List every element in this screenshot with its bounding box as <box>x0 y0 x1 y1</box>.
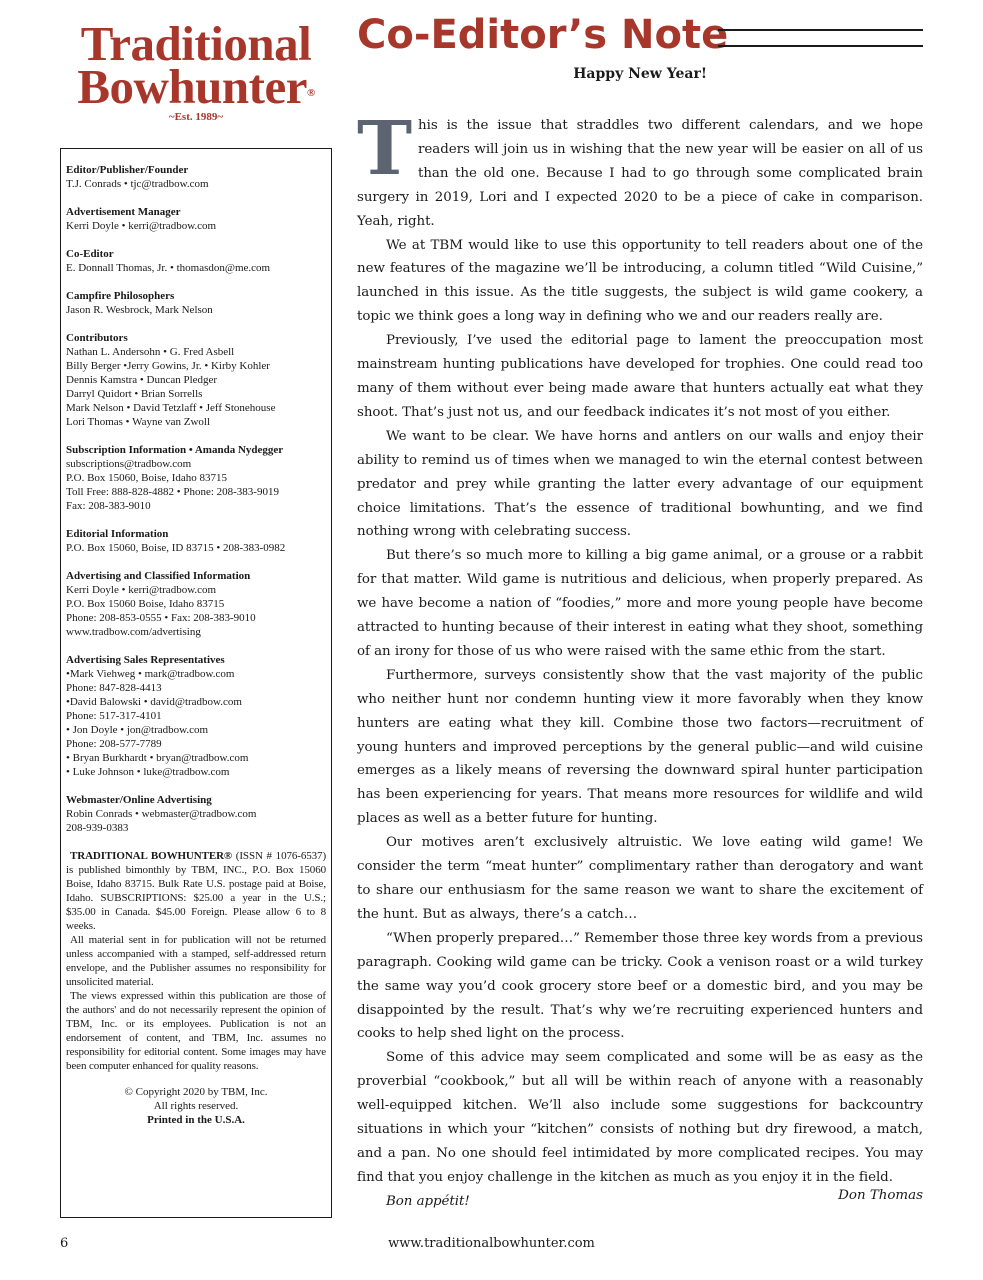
masthead-line: • Bryan Burkhardt • bryan@tradbow.com <box>66 752 249 764</box>
article-paragraph: “When properly prepared…” Remember those three key words from a previous paragraph. Cooking wild game can be tricky. Cook a venison roast or a wild turkey the same way you’d cook grocery store beef or a domestic bird, and you may be disappointed by the result. That’s why we’re recruiting experienced hunters and cooks to help shed light on the process. <box>357 930 923 1042</box>
footer-website: www.traditionalbowhunter.com <box>388 1236 595 1251</box>
masthead-section <box>66 443 326 513</box>
first-paragraph-text: his is the issue that straddles two different calendars, and we hope readers will join us in wishing that the new year will be easier on all of us than the old one. Because I had to go through some complicated brain surgery in 2019, Lori and I expected 2020 to be a piece of cake in comparison. Yeah, right. <box>357 118 923 229</box>
rights-line: All rights reserved. <box>153 1100 239 1112</box>
masthead-line: •David Balowski • david@tradbow.com <box>66 696 242 708</box>
masthead-section <box>66 653 326 779</box>
masthead-heading: Co-Editor <box>66 248 114 260</box>
masthead-heading: Editor/Publisher/Founder <box>66 164 189 176</box>
masthead-line: 208-939-0383 <box>66 822 129 834</box>
masthead-line: Robin Conrads • webmaster@tradbow.com <box>66 808 257 820</box>
legal-paragraph-2: All material sent in for publication will not be returned unless accompanied with a stamped, self-addressed return envelope, and the Publisher assumes no responsibility for unsolicited material. <box>66 934 326 988</box>
article-paragraph: Some of this advice may seem complicated and some will be as easy as the proverbial “cookbook,” but all will be within reach of anyone with a reasonably well-equipped kitchen. We’ll also include some suggestions for backcountry situations in which your “kitchen” consists of nothing but dry firewood, a match, and a pan. No one should feel intimidated by more complicated recipes. You may find that you enjoy challenge in the kitchen as much as you enjoy it in the field. <box>357 1050 923 1185</box>
printed-line: Printed in the U.S.A. <box>147 1114 245 1126</box>
masthead-section <box>66 331 326 429</box>
article-closing: Bon appétit! <box>386 1193 470 1209</box>
magazine-logo <box>60 16 332 124</box>
masthead-section <box>66 793 326 835</box>
masthead-section <box>66 163 326 191</box>
masthead-line: Billy Berger •Jerry Gowins, Jr. • Kirby Kohler <box>66 360 270 372</box>
article-paragraph: Previously, I’ve used the editorial page to lament the preoccupation most mainstream hunting publications have developed for trophies. One could read too many of them without ever being made aware that hunters actually eat what they shoot. That’s just not us, and our feedback indicates it’s not most of you either. <box>357 333 923 420</box>
legal-magazine-name: TRADITIONAL BOWHUNTER® <box>70 850 233 862</box>
article-paragraph: Our motives aren’t exclusively altruistic. We love eating wild game! We consider the term “meat hunter” complimentary rather than derogatory and want to share our enthusiasm for the same reason we want to share the excitement of the hunt. But as always, there’s a catch… <box>357 835 923 922</box>
masthead-line: Phone: 847-828-4413 <box>66 682 162 694</box>
masthead-heading: Editorial Information <box>66 528 169 540</box>
article-paragraph: But there’s so much more to killing a big game animal, or a grouse or a rabbit for that matter. Wild game is nutritious and delicious, when properly prepared. As we have become a nation of “foodies,” more and more young people have become attracted to hunting because of their interest in eating what they shoot, something of an irony for those of us who were raised with the same ethic from the start. <box>357 548 923 659</box>
masthead-line: Kerri Doyle • kerri@tradbow.com <box>66 584 217 596</box>
legal-issn-text: (ISSN # 1076-6537) is published bimonthly by TBM, INC., P.O. Box 15060 Boise, Idaho 83715. Bulk Rate U.S. postage paid at Boise, Idaho. SUBSCRIPTIONS: $25.00 a year in the U.S.; $35.00 in Canada. $45.00 Foreign. Please allow 6 to 8 weeks. <box>66 850 327 932</box>
copyright-line: © Copyright 2020 by TBM, Inc. <box>124 1086 268 1098</box>
title-rule-top <box>718 29 923 31</box>
masthead-line: Phone: 208-853-0555 • Fax: 208-383-9010 <box>66 612 256 624</box>
masthead-section <box>66 569 326 639</box>
masthead-section <box>66 205 326 233</box>
masthead-line: Mark Nelson • David Tetzlaff • Jeff Stonehouse <box>66 402 276 414</box>
masthead-heading: Subscription Information • Amanda Nydegger <box>66 444 284 456</box>
masthead-line: • Luke Johnson • luke@tradbow.com <box>66 766 230 778</box>
masthead-line: P.O. Box 15060 Boise, Idaho 83715 <box>66 598 225 610</box>
masthead-section <box>66 527 326 555</box>
copyright-block <box>66 1085 326 1127</box>
masthead-line: P.O. Box 15060, Boise, Idaho 83715 <box>66 472 228 484</box>
article-paragraph: Furthermore, surveys consistently show that the vast majority of the public who neither hunt nor condemn hunting view it more favorably when they know hunters are eating what they kill. Combine those two factors—recruitment of young hunters and improved perceptions by the general public—and wild cuisine emerges as a likely means of reversing the downward spiral hunter participation has been experiencing for years. That means more resources for wildlife and wild places as well as a better future for hunting. <box>357 667 923 827</box>
article-body <box>357 106 923 1214</box>
author-signature: Don Thomas <box>838 1188 923 1203</box>
masthead-heading: Advertisement Manager <box>66 206 181 218</box>
publication-legal-notice <box>66 849 326 1073</box>
masthead-heading: Contributors <box>66 332 128 344</box>
masthead-box <box>60 148 332 1218</box>
article-subtitle: Happy New Year! <box>573 66 707 82</box>
article-paragraph: We at TBM would like to use this opportunity to tell readers about one of the new features of the magazine we’ll be introducing, a column titled “Wild Cuisine,” launched in this issue. As the title suggests, the subject is wild game cookery, a topic we think goes a long way in defining who we and our readers really are. <box>357 237 923 325</box>
logo-line-bowhunter <box>60 59 332 114</box>
masthead-line: Darryl Quidort • Brian Sorrells <box>66 388 203 400</box>
masthead-line: P.O. Box 15060, Boise, ID 83715 • 208-383-0982 <box>66 542 286 554</box>
masthead-line: Kerri Doyle • kerri@tradbow.com <box>66 220 217 232</box>
page-number: 6 <box>60 1236 69 1251</box>
masthead-line: subscriptions@tradbow.com <box>66 458 192 470</box>
masthead-line: T.J. Conrads • tjc@tradbow.com <box>66 178 209 190</box>
logo-bowhunter-text: Bowhunter <box>77 59 307 114</box>
masthead-heading: Advertising Sales Representatives <box>66 654 225 666</box>
masthead-heading: Advertising and Classified Information <box>66 570 251 582</box>
legal-paragraph-1 <box>66 849 326 933</box>
masthead-sections <box>66 163 326 835</box>
title-rule-bottom <box>718 45 923 47</box>
masthead-line: Jason R. Wesbrock, Mark Nelson <box>66 304 213 316</box>
masthead-section <box>66 247 326 275</box>
article-paragraph: We want to be clear. We have horns and antlers on our walls and enjoy their ability to remind us of times when we managed to win the eternal contest between predator and prey while granting the latter every advantage of our equipment choice limitations. That’s the essence of traditional bowhunting, and we find nothing wrong with celebrating success. <box>357 428 923 540</box>
masthead-heading: Campfire Philosophers <box>66 290 175 302</box>
article-paragraphs <box>357 234 923 1190</box>
masthead-line: E. Donnall Thomas, Jr. • thomasdon@me.com <box>66 262 271 274</box>
legal-paragraph-3: The views expressed within this publication are those of the authors' and do not necessarily represent the opinion of TBM, Inc. or its employees. Publication is not an endorsement of content, and TBM, Inc. assumes no responsibility for editorial content. Some images may have been computer enhanced for quality reasons. <box>66 990 326 1072</box>
registered-mark: ® <box>306 87 315 99</box>
masthead-section <box>66 289 326 317</box>
masthead-line: Dennis Kamstra • Duncan Pledger <box>66 374 218 386</box>
masthead-line: Nathan L. Andersohn • G. Fred Asbell <box>66 346 235 358</box>
drop-cap: T <box>357 106 413 192</box>
masthead-line: Lori Thomas • Wayne van Zwoll <box>66 416 211 428</box>
article-paragraph-first <box>357 106 923 234</box>
masthead-line: • Jon Doyle • jon@tradbow.com <box>66 724 209 736</box>
masthead-heading: Webmaster/Online Advertising <box>66 794 212 806</box>
masthead-line: www.tradbow.com/advertising <box>66 626 201 638</box>
masthead-line: Fax: 208-383-9010 <box>66 500 151 512</box>
logo-established: ~Est. 1989~ <box>168 111 224 123</box>
masthead-line: •Mark Viehweg • mark@tradbow.com <box>66 668 235 680</box>
logo-line-traditional: Traditional <box>80 16 312 71</box>
masthead-line: Toll Free: 888-828-4882 • Phone: 208-383-9019 <box>66 486 279 498</box>
masthead-line: Phone: 208-577-7789 <box>66 738 162 750</box>
masthead-line: Phone: 517-317-4101 <box>66 710 162 722</box>
page-title: Co-Editor’s Note <box>357 12 729 58</box>
